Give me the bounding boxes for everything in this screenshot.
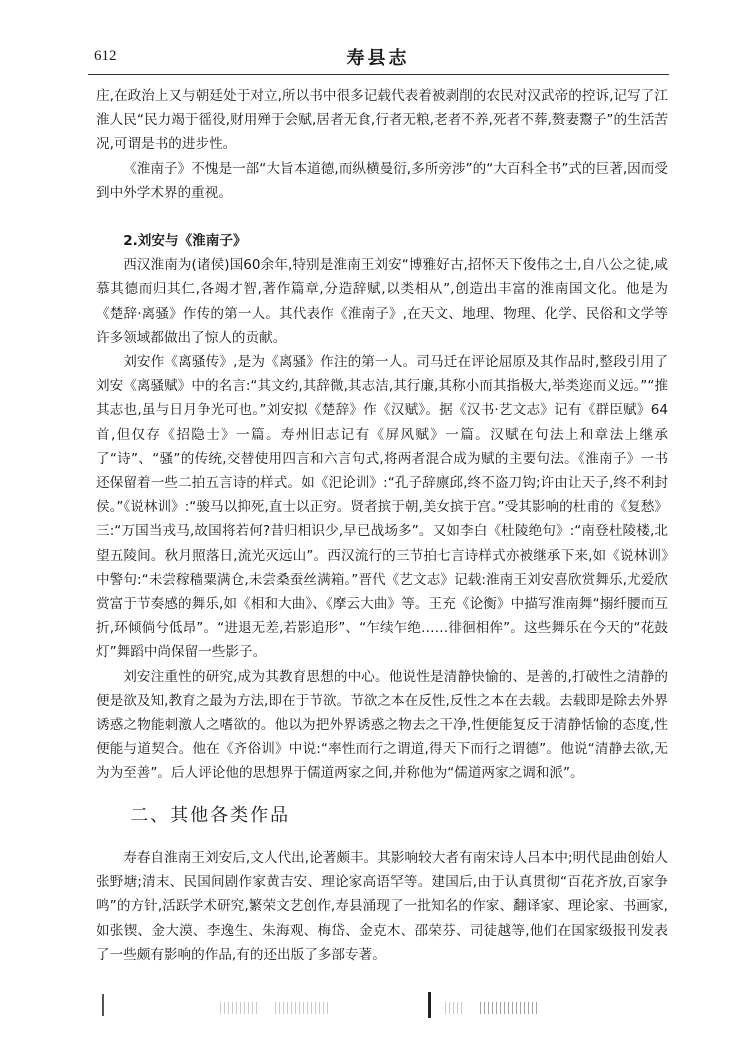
paragraph: 刘安注重性的研究,成为其教育思想的中心。他说性是清静快愉的、是善的,打破性之清静的便是欲及知,教育之最为方法,即在于节欲。节欲之本在反性,反性之本在去载。去载即是除去外界诱惑之物能刺激人之嗜欲的。他以为把外界诱惑之物去之干净,性便能复反于清静恬愉的态度,性便能与道契合。他在《齐俗训》中说:“率性而行之谓道,得天下而行之谓德”。他说“清静去欲,无为为至善”。后人评论他的思想界于儒道两家之间,并称他为“儒道两家之调和派”。 <box>96 668 668 782</box>
scan-mark <box>428 992 431 1018</box>
page-body <box>96 84 668 967</box>
scan-noise <box>480 1002 540 1014</box>
subsection-heading: 2.刘安与《淮南子》 <box>123 233 247 250</box>
paragraph: 《淮南子》不愧是一部“大旨本道德,而纵横曼衍,多所旁涉”的“大百科全书”式的巨著,因而受到中外学术界的重视。 <box>96 160 668 201</box>
spacer <box>96 205 668 229</box>
header-rule <box>88 74 669 75</box>
paragraph: 刘安作《离骚传》,是为《离骚》作注的第一人。司马迁在评论屈原及其作品时,整段引用了刘安《离骚赋》中的名言:“其文约,其辞微,其志洁,其行廉,其称小而其指极大,举类迩而义远。”“推其志也,虽与日月争光可也。”刘安拟《楚辞》作《汉赋》。据《汉书·艺文志》记有《群臣赋》64首,但仅存《招隐士》一篇。寿州旧志记有《屏风赋》一篇。汉赋在句法上和章法上继承了“诗”、“骚”的传统,交替使用四言和六言句式,将两者混合成为赋的主要句法。《淮南子》一书还保留着一些二拍五言诗的样式。如《汜论训》:“孔子辞廪邱,终不盗刀钩;许由让天子,终不利封侯。”《说林训》:“骏马以抑死,直士以正穷。贤者摈于朝,美女摈于宫。”受其影响的杜甫的《复愁》三:“万国当戎马,故国将若何?昔归相识少,早已战场多”。又如李白《杜陵绝句》:“南登杜陵楼,北望五陵间。秋月照落日,流光灭远山”。西汉流行的三节拍七言诗样式亦被继承下来,如《说林训》中警句:“未尝稼穑粟满仓,未尝桑蚕丝满箱。”晋代《艺文志》记载:淮南王刘安喜欣赏舞乐,尤爱欣赏富于节奏感的舞乐,如《相和大曲》、《摩云大曲》等。王充《论衡》中描写淮南舞“搦纤腰而互折,环倾倘兮低昂”。“进退无差,若影追形”、“乍续乍绝……徘徊相侔”。这些舞乐在今天的“花鼓灯”舞蹈中尚保留一些影子。 <box>96 354 668 661</box>
scan-mark <box>102 994 104 1016</box>
scan-artifacts <box>80 990 680 1020</box>
paragraph: 寿春自淮南王刘安后,文人代出,论著颇丰。其影响较大者有南宋诗人吕本中;明代昆曲创始人张野塘;清末、民国间剧作家黄吉安、理论家高语罕等。建国后,由于认真贯彻“百花齐放,百家争鸣”的方针,活跃学术研究,繁荣文艺创作,寿县涌现了一批知名的作家、翻译家、理论家、书画家,如张锲、金大漠、李逸生、朱海观、梅岱、金克木、邵荣芬、司徒越等,他们在国家级报刊发表了一些颇有影响的作品,有的还出版了多部专著。 <box>96 849 668 963</box>
scan-noise <box>275 1002 330 1014</box>
page-number: 612 <box>94 48 117 64</box>
section-heading: 二、其他各类作品 <box>130 804 291 826</box>
page-header <box>88 42 668 70</box>
paragraph: 西汉淮南为(诸侯)国60余年,特别是淮南王刘安“博雅好古,招怀天下俊伟之士,自八公之徒,咸慕其德而归其仁,各竭才智,著作篇章,分造辞赋,以类相从”,创造出丰富的淮南国文化。他是为《楚辞·离骚》作传的第一人。其代表作《淮南子》,在天文、地理、物理、化学、民俗和文学等许多领域都做出了惊人的贡献。 <box>96 257 668 346</box>
scan-noise <box>220 1002 260 1014</box>
running-title: 寿县志 <box>346 48 410 69</box>
scan-noise <box>445 1002 465 1014</box>
paragraph: 庄,在政治上又与朝廷处于对立,所以书中很多记载代表着被剥削的农民对汉武帝的控诉,记写了江淮人民“民力竭于徭役,财用殚于会赋,居者无食,行者无粮,老者不养,死者不葬,赘妻鬻子”的生活苦况,可谓是书的进步性。 <box>96 88 668 153</box>
